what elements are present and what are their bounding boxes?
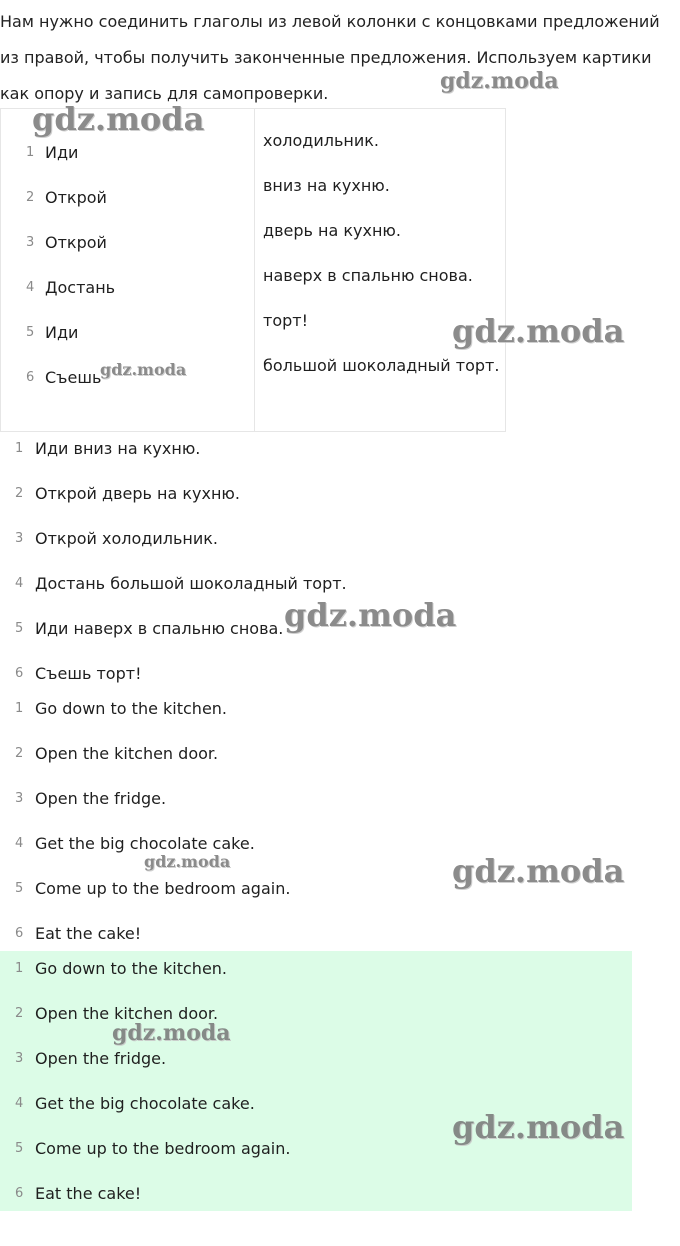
item-number: 1 bbox=[15, 961, 24, 976]
item-text: Come up to the bedroom again. bbox=[35, 879, 291, 898]
watermark: gdz.moda bbox=[284, 596, 457, 634]
item-number: 3 bbox=[15, 1051, 24, 1066]
verb-text: Открой bbox=[45, 188, 107, 207]
row-number: 4 bbox=[26, 280, 35, 295]
ending-row bbox=[263, 168, 507, 213]
watermark: gdz.moda bbox=[32, 100, 205, 138]
list-item bbox=[0, 656, 630, 691]
verb-text: Иди bbox=[45, 323, 79, 342]
item-number: 1 bbox=[15, 441, 24, 456]
watermark: gdz.moda bbox=[452, 1108, 625, 1146]
list-item bbox=[0, 476, 630, 521]
list-item bbox=[0, 691, 630, 736]
list-item bbox=[0, 1041, 632, 1086]
ending-text: холодильник. bbox=[263, 131, 379, 150]
watermark: gdz.moda bbox=[144, 852, 231, 871]
item-text: Get the big chocolate cake. bbox=[35, 1094, 255, 1113]
list-item bbox=[0, 521, 630, 566]
ending-text: наверх в спальню снова. bbox=[263, 266, 473, 285]
ending-row bbox=[263, 123, 507, 168]
watermark: gdz.moda bbox=[100, 360, 187, 379]
answer-block bbox=[0, 951, 632, 1211]
item-text: Съешь торт! bbox=[35, 664, 142, 683]
item-number: 2 bbox=[15, 1006, 24, 1021]
list-item bbox=[0, 996, 632, 1041]
ending-row bbox=[263, 213, 507, 258]
item-text: Get the big chocolate cake. bbox=[35, 834, 255, 853]
column-divider bbox=[254, 109, 255, 431]
item-number: 5 bbox=[15, 1141, 24, 1156]
item-number: 3 bbox=[15, 531, 24, 546]
item-text: Иди наверх в спальню снова. bbox=[35, 619, 284, 638]
list-item bbox=[0, 951, 632, 996]
item-text: Come up to the bedroom again. bbox=[35, 1139, 291, 1158]
item-text: Go down to the kitchen. bbox=[35, 959, 228, 978]
item-number: 4 bbox=[15, 1096, 24, 1111]
item-number: 6 bbox=[15, 926, 24, 941]
item-number: 3 bbox=[15, 791, 24, 806]
item-text: Open the kitchen door. bbox=[35, 1004, 219, 1023]
item-number: 2 bbox=[15, 486, 24, 501]
watermark: gdz.moda bbox=[452, 312, 625, 350]
item-number: 2 bbox=[15, 746, 24, 761]
item-number: 4 bbox=[15, 576, 24, 591]
verb-row bbox=[1, 315, 254, 360]
item-text: Достань большой шоколадный торт. bbox=[35, 574, 347, 593]
item-text: Go down to the kitchen. bbox=[35, 699, 228, 718]
endings-column bbox=[263, 123, 507, 393]
task-intro: Нам нужно соединить глаголы из левой колонки с концовками предложений из правой, чтобы получить законченные предложения. Используем картики как опору и запись для самопроверки. bbox=[0, 12, 660, 103]
verb-text: Открой bbox=[45, 233, 107, 252]
list-item bbox=[0, 431, 630, 476]
ending-text: торт! bbox=[263, 311, 308, 330]
list-item bbox=[0, 916, 630, 951]
english-sentences-list bbox=[0, 691, 630, 951]
list-item bbox=[0, 781, 630, 826]
item-number: 4 bbox=[15, 836, 24, 851]
item-number: 6 bbox=[15, 666, 24, 681]
item-text: Open the kitchen door. bbox=[35, 744, 219, 763]
list-item bbox=[0, 1176, 632, 1221]
item-text: Иди вниз на кухню. bbox=[35, 439, 201, 458]
item-text: Eat the cake! bbox=[35, 1184, 142, 1203]
verb-row bbox=[1, 135, 254, 180]
item-text: Open the fridge. bbox=[35, 789, 167, 808]
item-text: Открой дверь на кухню. bbox=[35, 484, 240, 503]
row-number: 3 bbox=[26, 235, 35, 250]
item-number: 1 bbox=[15, 701, 24, 716]
watermark: gdz.moda bbox=[440, 68, 559, 94]
verb-row bbox=[1, 180, 254, 225]
watermark: gdz.moda bbox=[112, 1020, 231, 1046]
ending-text: дверь на кухню. bbox=[263, 221, 401, 240]
list-item bbox=[0, 736, 630, 781]
item-number: 6 bbox=[15, 1186, 24, 1201]
row-number: 5 bbox=[26, 325, 35, 340]
verb-row bbox=[1, 225, 254, 270]
verb-text: Съешь bbox=[45, 368, 102, 387]
matching-table bbox=[0, 108, 506, 432]
item-text: Open the fridge. bbox=[35, 1049, 167, 1068]
row-number: 6 bbox=[26, 370, 35, 385]
ending-row bbox=[263, 258, 507, 303]
item-text: Eat the cake! bbox=[35, 924, 142, 943]
verb-text: Иди bbox=[45, 143, 79, 162]
ending-row bbox=[263, 348, 507, 393]
ending-text: большой шоколадный торт. bbox=[263, 356, 500, 375]
ending-text: вниз на кухню. bbox=[263, 176, 390, 195]
row-number: 1 bbox=[26, 145, 35, 160]
russian-sentences-list bbox=[0, 431, 630, 691]
verb-row bbox=[1, 270, 254, 315]
row-number: 2 bbox=[26, 190, 35, 205]
verb-text: Достань bbox=[45, 278, 116, 297]
item-text: Открой холодильник. bbox=[35, 529, 219, 548]
item-number: 5 bbox=[15, 621, 24, 636]
item-number: 5 bbox=[15, 881, 24, 896]
watermark: gdz.moda bbox=[452, 852, 625, 890]
